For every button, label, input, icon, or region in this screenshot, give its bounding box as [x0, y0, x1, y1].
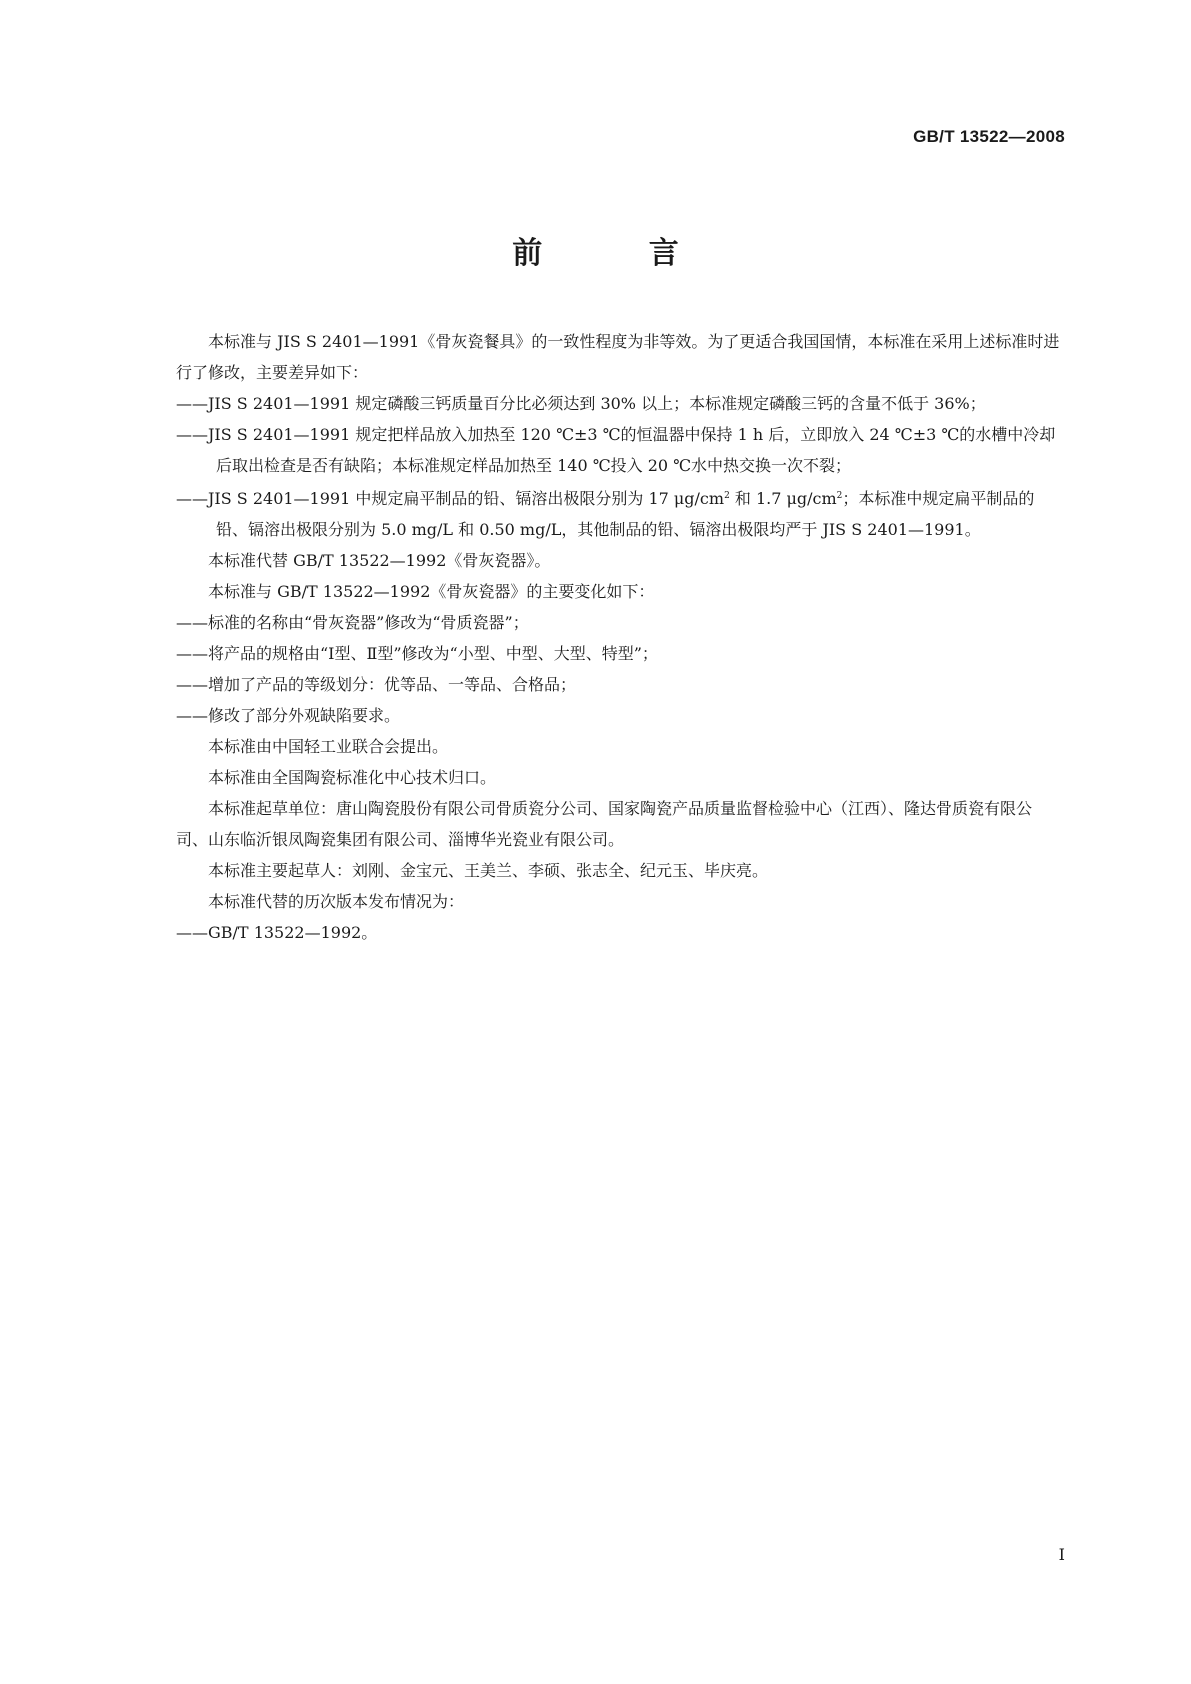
document-body: [176, 326, 1062, 948]
paragraph-drafting-units-text: 本标准起草单位：唐山陶瓷股份有限公司骨质瓷分公司、国家陶瓷产品质量监督检验中心（江西）、隆达骨质瓷有限公司、山东临沂银凤陶瓷集团有限公司、淄博华光瓷业有限公司。: [176, 799, 1033, 849]
diff-item-lead-cadmium: [176, 481, 1062, 545]
history-item: ——GB/T 13522—1992。: [176, 923, 378, 942]
standard-code: GB/T 13522—2008: [913, 127, 1065, 146]
page-number: Ⅰ: [1058, 1545, 1065, 1564]
page-title: 前 言: [512, 236, 727, 271]
paragraph-proposed-text: 本标准由中国轻工业联合会提出。: [208, 737, 449, 756]
paragraph-replaces: [176, 545, 1062, 576]
paragraph-consistency: [176, 326, 1062, 388]
paragraph-centralized-text: 本标准由全国陶瓷标准化中心技术归口。: [208, 768, 497, 787]
diff-item-thermal-shock: ——JIS S 2401—1991 规定把样品放入加热至 120 ℃±3 ℃的恒温器中保持 1 h 后，立即放入 24 ℃±3 ℃的水槽中冷却后取出检查是否有缺陷；本标准规定样品加热至 140 ℃投入 20 ℃水中热交换一次不裂；: [176, 425, 1056, 475]
paragraph-drafters: [176, 855, 1062, 886]
superscript-2: 2: [724, 491, 730, 501]
paragraph-changes-text: 本标准与 GB/T 13522—1992《骨灰瓷器》的主要变化如下：: [208, 582, 655, 601]
paragraph-changes: [176, 576, 1062, 607]
paragraph-replaces-text: 本标准代替 GB/T 13522—1992《骨灰瓷器》。: [208, 551, 551, 570]
paragraph-consistency-text: 本标准与 JIS S 2401—1991《骨灰瓷餐具》的一致性程度为非等效。为了更适合我国国情，本标准在采用上述标准时进行了修改，主要差异如下：: [176, 332, 1060, 382]
paragraph-history-text: 本标准代替的历次版本发布情况为：: [208, 892, 465, 911]
paragraph-proposed: [176, 731, 1062, 762]
paragraph-drafters-text: 本标准主要起草人：刘刚、金宝元、王美兰、李硕、张志全、纪元玉、毕庆亮。: [208, 861, 769, 880]
paragraph-history: [176, 886, 1062, 917]
superscript-2b: 2: [836, 491, 843, 501]
diff-item-lead-cadmium-part3: ；本标准中规定扁平制品的铅、镉溶出极限分别为 5.0 mg/L 和 0.50 mg/L，其他制品的铅、镉溶出极限均严于 JIS S 2401—1991。: [216, 489, 1035, 539]
change-item-name: ——标准的名称由“骨灰瓷器”修改为“骨质瓷器”；: [176, 613, 529, 632]
diff-item-lead-cadmium-part2: 和 1.7 μg/cm: [729, 489, 837, 508]
change-item-spec: ——将产品的规格由“Ⅰ型、Ⅱ型”修改为“小型、中型、大型、特型”；: [176, 644, 658, 663]
change-item-grade: ——增加了产品的等级划分：优等品、一等品、合格品；: [176, 675, 577, 694]
paragraph-centralized: [176, 762, 1062, 793]
paragraph-drafting-units: [176, 793, 1062, 855]
diff-item-lead-cadmium-part1: ——JIS S 2401—1991 中规定扁平制品的铅、镉溶出极限分别为 17 μg/cm: [176, 489, 725, 508]
diff-item-calcium-phosphate: ——JIS S 2401—1991 规定磷酸三钙质量百分比必须达到 30% 以上；本标准规定磷酸三钙的含量不低于 36%；: [176, 394, 986, 413]
change-item-defects: ——修改了部分外观缺陷要求。: [176, 706, 401, 725]
